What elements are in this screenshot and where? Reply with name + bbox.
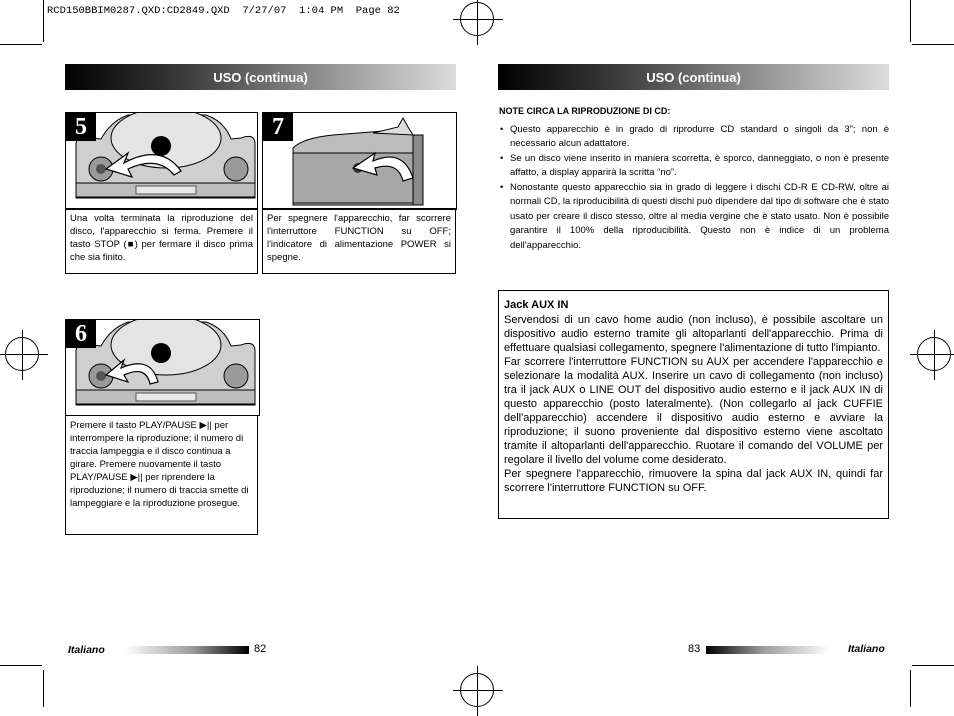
aux-paragraph: Per spegnere l'apparecchio, rimuovere la spina dal jack AUX IN, quindi far scorrere l'interruttore FUNCTION su OFF. — [504, 468, 883, 494]
list-item: • Nonostante questo apparecchio sia in grado di leggere i dischi CD-R E CD-RW, oltre ai normali CD, la riproducibilità di questi dischi può dipendere dal tipo di software che è stato usato per creare il disco stesso, oltre al media vergine che è stato usato. Non è possibile garantire il 100% della riproducibilità. Questo non è indice di un problema dell'apparecchio. — [499, 181, 889, 254]
aux-paragraph: Far scorrere l'interruttore FUNCTION su AUX per accendere l'apparecchio e selezionare la modalità AUX. Inserire un cavo di collegamento (non incluso) tra il jack AUX o LINE OUT del dispositivo audio esterno e il jack AUX IN di questo apparecchio (posto lateralmente). (Non collegarlo al jack CUFFIE dell'apparecchio) accendere il dispositivo audio esterno e avviare la riproduzione; il suono proveniente dal dispositivo esterno viene ascoltato tramite il altoparlanti dell'apparecchio. Ruotare il comando del VOLUME per regolare il livello del volume come desiderato. — [504, 356, 883, 466]
registration-mark-icon — [917, 337, 951, 371]
registration-mark-icon — [5, 337, 39, 371]
footer-language: Italiano — [68, 644, 105, 656]
figure-6-caption: Premere il tasto PLAY/PAUSE ▶|| per interrompere la riproduzione; il numero di traccia lampeggia e il disco continua a girare. Premere nuovamente il tasto PLAY/PAUSE ▶|| per riprendere la riproduzione; il numero di traccia smette di lampeggiare e la riproduzione prosegue. — [65, 415, 258, 535]
list-item: • Questo apparecchio è in grado di riprodurre CD standard o singoli da 3"; non è necessario alcun adattatore. — [499, 123, 889, 152]
crop-mark — [43, 0, 44, 42]
registration-mark-icon — [460, 673, 494, 707]
aux-in-box — [498, 290, 889, 519]
crop-mark — [0, 665, 42, 666]
list-item: • Se un disco viene inserito in maniera scorretta, è sporco, danneggiato, o non è presente affatto, a display apparirà la scritta “no”. — [499, 152, 889, 181]
crop-mark — [912, 665, 954, 666]
figure-7 — [262, 112, 457, 210]
figure-5-caption: Una volta terminata la riproduzione del disco, l'apparecchio si ferma. Premere il tasto STOP (■) per fermare il disco prima che sia finito. — [65, 208, 258, 274]
crop-mark — [0, 44, 42, 45]
aux-title: Jack AUX IN — [504, 299, 569, 311]
section-header-right: USO (continua) — [498, 64, 889, 90]
registration-mark-icon — [460, 2, 494, 36]
footer-language: Italiano — [848, 643, 885, 655]
footer-bar — [125, 646, 249, 654]
footer-bar — [706, 646, 830, 654]
figure-5 — [65, 112, 258, 210]
notes-title: NOTE CIRCA LA RIPRODUZIONE DI CD: — [499, 106, 671, 116]
crop-mark — [910, 670, 911, 707]
figure-number: 7 — [263, 113, 293, 141]
notes-list — [499, 123, 889, 254]
section-header-left: USO (continua) — [65, 64, 456, 90]
aux-paragraph: Servendosi di un cavo home audio (non incluso), è possibile ascoltare un dispositivo audio esterno tramite gli altoparlanti dell'apparecchio. Prima di effettuare qualsiasi collegamento, spegnere l'alimentazione di tutto l'impianto. — [504, 314, 883, 354]
page-number: 83 — [688, 643, 701, 655]
cd-notes — [499, 104, 889, 253]
page-number: 82 — [254, 643, 267, 655]
crop-mark — [43, 670, 44, 707]
figure-number: 5 — [66, 113, 96, 141]
figure-number: 6 — [66, 320, 96, 348]
figure-6 — [65, 319, 260, 416]
figure-7-caption: Per spegnere l'apparecchio, far scorrere l'interruttore FUNCTION su OFF; l'indicatore di alimentazione POWER si spegne. — [262, 208, 456, 274]
crop-mark — [912, 44, 954, 45]
print-slug: RCD150BBIM0287.QXD:CD2849.QXD 7/27/07 1:04 PM Page 82 — [47, 5, 400, 17]
crop-mark — [910, 0, 911, 42]
